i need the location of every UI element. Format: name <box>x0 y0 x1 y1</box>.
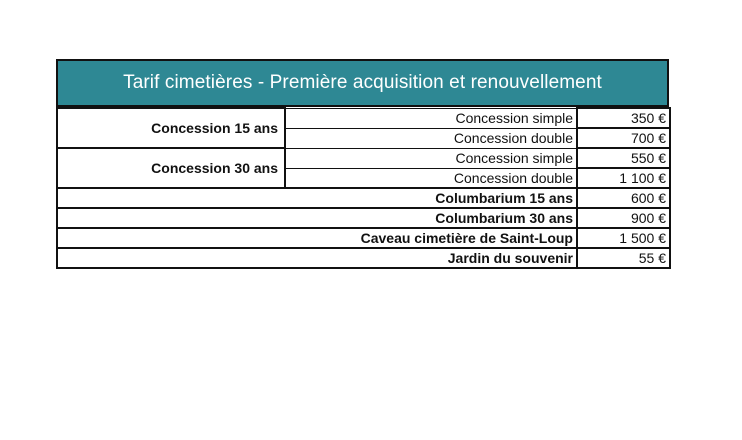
price: 1 500 € <box>577 228 670 248</box>
columbarium-30-label: Columbarium 30 ans <box>57 208 577 228</box>
tariff-grid <box>56 107 671 269</box>
price: 350 € <box>577 108 670 128</box>
table-row <box>57 248 670 268</box>
concession-type: Concession simple <box>285 148 577 168</box>
price: 600 € <box>577 188 670 208</box>
table-row <box>57 228 670 248</box>
price: 900 € <box>577 208 670 228</box>
concession-type: Concession simple <box>285 108 577 128</box>
concession-type: Concession double <box>285 128 577 148</box>
price: 700 € <box>577 128 670 148</box>
table-row <box>57 208 670 228</box>
table-row <box>57 188 670 208</box>
price: 550 € <box>577 148 670 168</box>
table-title: Tarif cimetières - Première acquisition et renouvellement <box>56 59 669 107</box>
caveau-label: Caveau cimetière de Saint-Loup <box>57 228 577 248</box>
concession-30-label: Concession 30 ans <box>57 148 285 188</box>
concession-15-label: Concession 15 ans <box>57 108 285 148</box>
jardin-label: Jardin du souvenir <box>57 248 577 268</box>
concession-type: Concession double <box>285 168 577 188</box>
table-row <box>57 148 670 168</box>
tariff-table <box>56 59 669 269</box>
price: 55 € <box>577 248 670 268</box>
columbarium-15-label: Columbarium 15 ans <box>57 188 577 208</box>
table-row <box>57 108 670 128</box>
price: 1 100 € <box>577 168 670 188</box>
